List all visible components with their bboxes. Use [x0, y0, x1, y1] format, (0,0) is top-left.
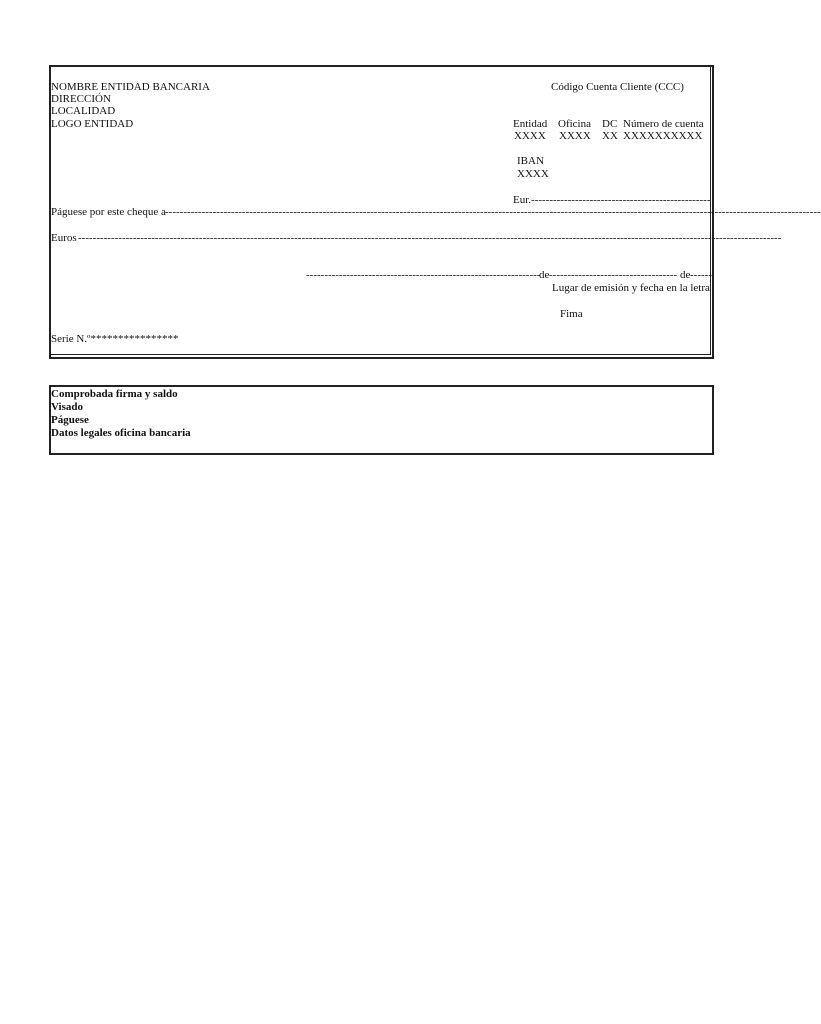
date-de-1: de — [539, 269, 550, 281]
iban-label: IBAN — [517, 155, 544, 167]
serial-number: Serie N.º**************** — [51, 333, 179, 345]
ccc-column-account-number: Número de cuenta — [623, 118, 704, 130]
date-day-month-line: ----------------------------------- — [549, 269, 678, 281]
payee-line: ----------------------------------------------------------------------------------------------------------------------------------------------------------------------------------- — [165, 206, 821, 218]
ccc-value-oficina: XXXX — [559, 130, 591, 142]
ccc-value-entidad: XXXX — [514, 130, 546, 142]
stamp-line-verified: Comprobada firma y saldo — [51, 388, 178, 400]
place-date-caption: Lugar de emisión y fecha en la letra — [552, 282, 710, 294]
ccc-value-account-number: XXXXXXXXXX — [623, 130, 703, 142]
ccc-title: Código Cuenta Cliente (CCC) — [551, 81, 684, 93]
bank-name: NOMBRE ENTIDAD BANCARIA — [51, 81, 210, 93]
euros-words-line: ------------------------------------------------------------------------------------------------------------------------------------------------------------------------------------------------ — [78, 232, 782, 244]
date-year-line: ------ — [690, 269, 712, 281]
ccc-value-dc: XX — [602, 130, 618, 142]
bank-stamp-box — [49, 385, 714, 455]
ccc-column-entidad: Entidad — [513, 118, 548, 130]
cheque-form — [49, 65, 821, 359]
ccc-column-oficina: Oficina — [558, 118, 591, 130]
date-de-2: de — [680, 269, 691, 281]
signature-label: Fima — [560, 308, 583, 320]
euros-label: Euros — [51, 232, 77, 244]
stamp-line-legal-data: Datos legales oficina bancaria — [51, 427, 191, 439]
ccc-column-dc: DC — [602, 118, 618, 130]
stamp-line-visado: Visado — [51, 401, 83, 413]
eur-label: Eur. — [513, 194, 532, 206]
iban-value: XXXX — [517, 168, 549, 180]
eur-amount-line: ------------------------------------------------- — [531, 194, 711, 206]
place-line: ---------------------------------------------------------------- — [306, 269, 541, 281]
stamp-line-paguese: Páguese — [51, 414, 89, 426]
bank-logo-placeholder: LOGO ENTIDAD — [51, 118, 134, 130]
payee-label: Páguese por este cheque a — [51, 206, 166, 218]
bank-address: DIRECCIÓN — [51, 93, 111, 105]
bank-locality: LOCALIDAD — [51, 105, 116, 117]
